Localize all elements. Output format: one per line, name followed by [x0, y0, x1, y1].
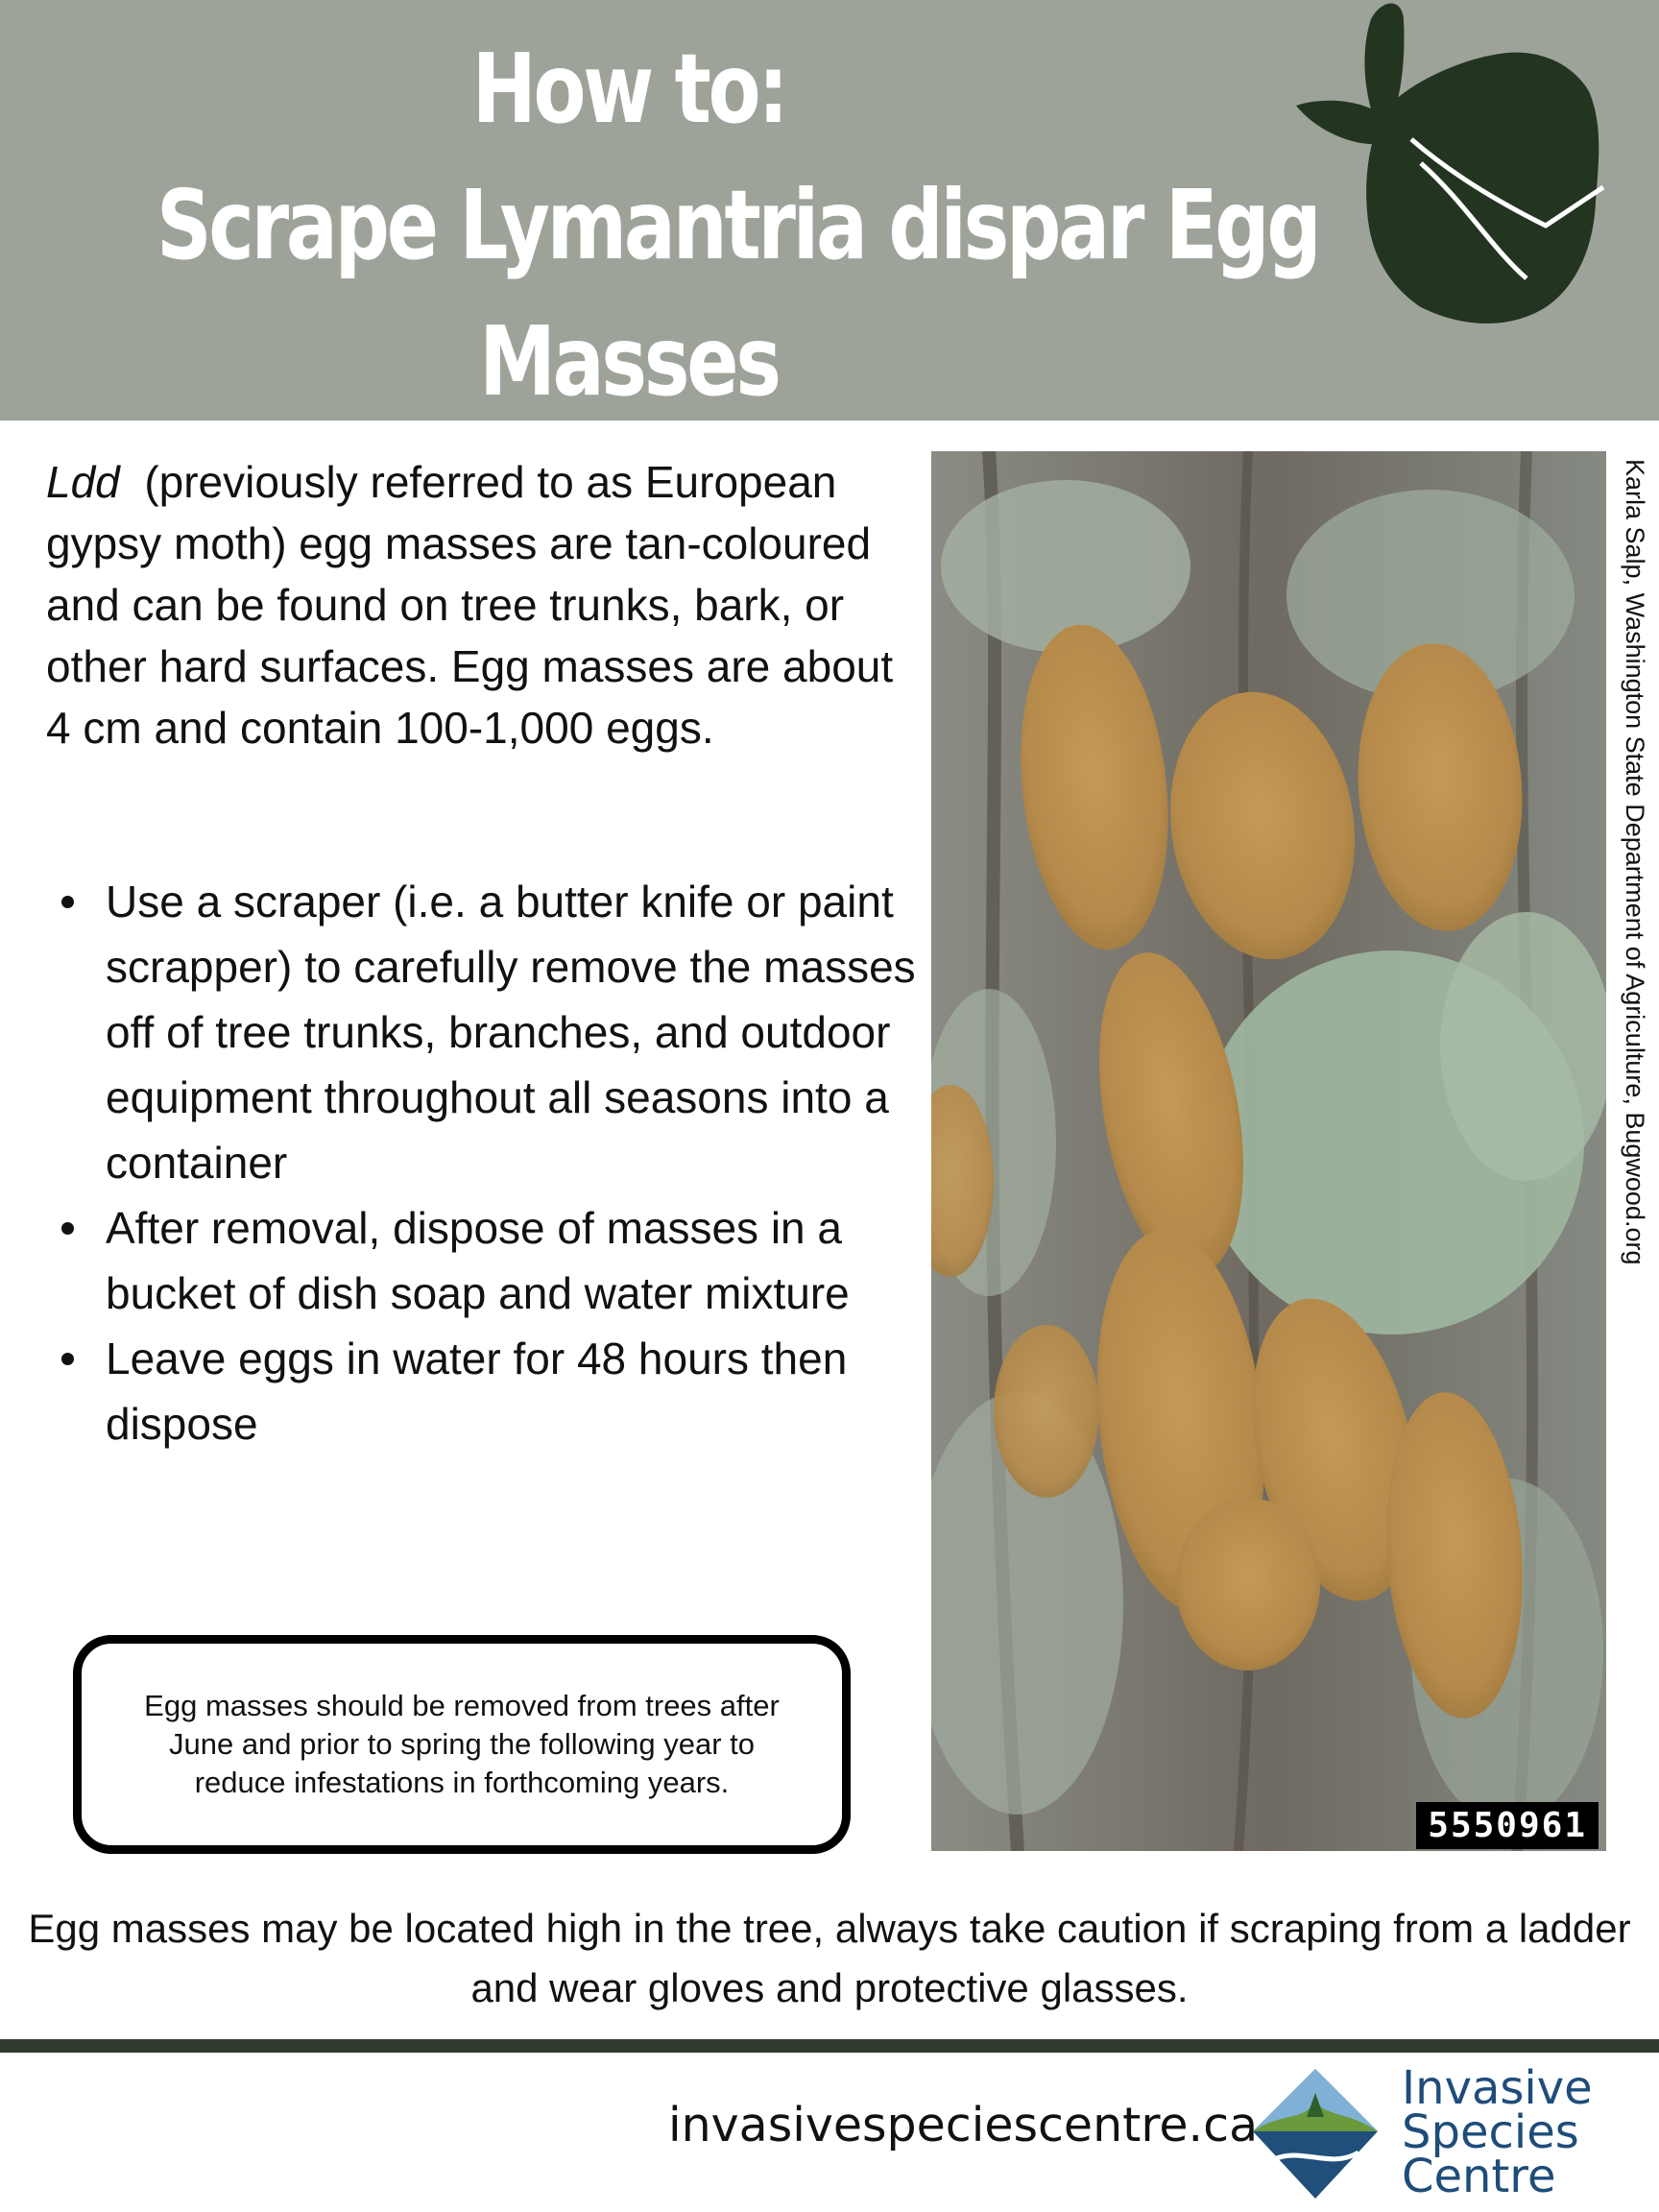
invasive-species-centre-logo — [1243, 2064, 1387, 2208]
logo-line-1: Invasive — [1402, 2061, 1593, 2115]
timing-note-text: Egg masses should be removed from trees after June and prior to spring the following year to reduce infestations in forthcoming years. — [144, 1689, 780, 1799]
safety-caution: Egg masses may be located high in the tree, always take caution if scraping from a ladder and wear gloves and protective glasses. — [28, 1906, 1631, 2010]
list-item: Leave eggs in water for 48 hours then dispose — [46, 1326, 929, 1456]
moth-icon — [1258, 0, 1632, 365]
title-line-1: How to: — [471, 33, 786, 145]
website-link[interactable]: invasivespeciescentre.ca — [668, 2098, 1259, 2152]
header-banner — [0, 0, 1659, 421]
footer-divider — [0, 2039, 1659, 2053]
list-item: After removal, dispose of masses in a bucket of dish soap and water mixture — [46, 1195, 929, 1326]
intro-paragraph — [46, 451, 910, 758]
logo-line-2: Species — [1402, 2105, 1579, 2159]
photo-credit-text: Karla Salp, Washington State Department of Agriculture, Bugwood.org — [1621, 459, 1649, 1265]
timing-note-box — [73, 1635, 851, 1854]
logo-wordmark — [1402, 2061, 1593, 2203]
photo-id-badge: 5550961 — [1416, 1802, 1599, 1849]
photo-credit — [1616, 459, 1654, 1851]
intro-abbrev: Ldd — [46, 457, 120, 507]
intro-text: (previously referred to as European gypsy moth) egg masses are tan-coloured and can be found on tree trunks, bark, or other hard surfaces. Egg masses are about 4 cm and contain 100-1,000 eggs. — [46, 457, 894, 753]
egg-mass-photo — [931, 451, 1606, 1851]
list-item: Use a scraper (i.e. a butter knife or paint scrapper) to carefully remove the masses off of tree trunks, branches, and outdoor equipment throughout all seasons into a container — [46, 869, 929, 1195]
title-line-3: Masses — [479, 305, 779, 418]
logo-line-3: Centre — [1402, 2150, 1556, 2203]
bark-illustration — [931, 451, 1606, 1851]
title-line-2: Scrape Lymantria dispar Egg — [156, 169, 1319, 281]
page-title — [156, 21, 1319, 430]
instruction-list — [46, 869, 929, 1456]
